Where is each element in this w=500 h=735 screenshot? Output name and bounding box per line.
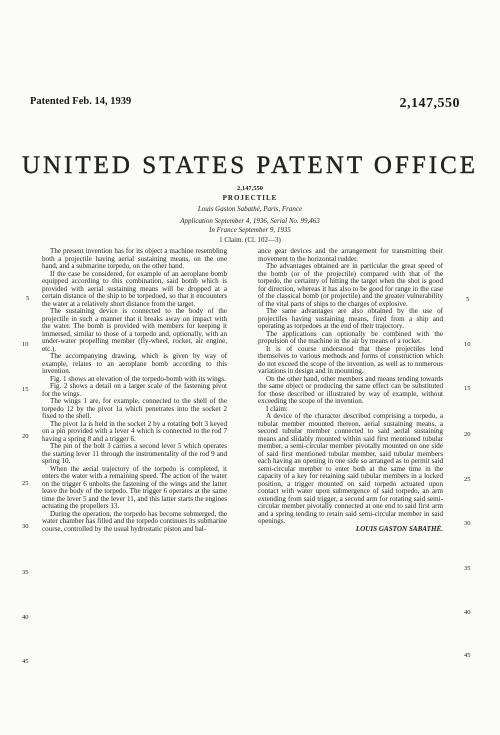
paragraph: The sustaining device is connected to the body of the projectile in such a manner that it breaks away on impact with the water. The bomb is provided with members for keeping it immersed, similar to those of a torpedo and, optionally, with an under-water propelling member (fly-wheel, rocket, air engine, etc.). — [42, 307, 227, 353]
line-number: 15 — [464, 385, 471, 392]
paragraph: The pivot 1a is held in the socket 2 by a rotating bolt 3 keyed on a pin provided with a lever 4 which is connected to the rod 7 having a spring 8 and a trigger 6. — [42, 419, 227, 443]
paragraph: When the aerial trajectory of the torpedo is completed, it enters the water with a remaining speed. The action of the water on the trigger 6 unbolts the fastening of the wings and the latter leave the body of the torpedo. The trigger 6 operates at the same time the lever 5 and the lever 11, and this latter starts the engines actuating the propellers 13. — [42, 464, 227, 510]
patent-number-header: 2,147,550 — [399, 96, 460, 111]
patent-title: PROJECTILE — [222, 194, 278, 202]
line-number: 15 — [22, 386, 29, 393]
line-number: 45 — [464, 652, 471, 659]
right-column — [258, 248, 443, 534]
paragraph: Fig. 1 shows an elevation of the torpedo-bomb with its wings. — [50, 374, 226, 383]
line-number: 40 — [464, 609, 471, 616]
paragraph: It is of course understood that these projectiles lend themselves to various methods and forms of construction which do not exceed the scope of the invention, as well as to numerous variations in design and in mounting. — [258, 344, 443, 375]
france-priority-line: In France September 9, 1935 — [209, 226, 291, 234]
line-number: 10 — [22, 341, 29, 348]
line-number: 25 — [22, 480, 29, 487]
inventor-signature: LOUIS GASTON SABATHÉ. — [355, 525, 443, 533]
line-number: 20 — [464, 431, 471, 438]
line-number: 30 — [22, 523, 29, 530]
paragraph: The same advantages are also obtained by the use of projectiles having sustaining means, fired from a ship and operating as torpedoes at the end of their trajectory. — [258, 307, 443, 330]
claim-heading: I claim: — [266, 404, 288, 413]
left-column — [42, 248, 227, 533]
line-number: 10 — [464, 341, 471, 348]
claim-text: A device of the character described comprising a torpedo, a tubular member mounted thereon, aerial sustaining means, a second tubular member connected to said aerial sustaining means and slidably mounted within said first mentioned tubular member, a semi-circular member pivotally mounted on one side of said first mentioned tubular member, said tubular members each having an opening in one side so arranged as to permit said semi-circular member to enter both at the same time in the capacity of a key for retaining said tubular members in a locked position, a trigger mounted on said torpedo actuated upon contact with water upon submergence of said torpedo, an arm extending from said trigger, a second arm for rotating said semi-circular member pivotally connected at one end to said first arm and a spring tending to retain said semi-circular member in said openings. — [258, 412, 443, 525]
paragraph: On the other hand, other members and means tending towards the same object or producing the same effect can be substituted for those described or illustrated by way of example, without exceeding the scope of the invention. — [258, 374, 443, 405]
line-number: 25 — [464, 476, 471, 483]
line-number: 5 — [466, 296, 470, 303]
paragraph: The pin of the bolt 3 carries a second lever 5 which operates the starting lever 11 through the instrumentality of the rod 9 and spring 10. — [42, 442, 227, 465]
paragraph: The wings 1 are, for example, connected to the shell of the torpedo 12 by the pivot 1a which penetrates into the socket 2 fixed to the shell. — [42, 397, 227, 420]
application-line: Application September 4, 1936, Serial No. 99,463 — [180, 217, 320, 225]
paragraph: If the case be considered, for example of an aeroplane bomb equipped according to this combination, said bomb which is provided with aerial sustaining means will be dropped at a certain distance of the ship to be torpedoed, so that it encounters the water at a relatively short distance from the target. — [42, 269, 227, 308]
line-number: 5 — [26, 295, 30, 302]
line-number: 30 — [464, 520, 471, 527]
office-heading: UNITED STATES PATENT OFFICE — [21, 152, 479, 179]
patented-date: Patented Feb. 14, 1939 — [30, 96, 132, 107]
line-number: 40 — [22, 614, 29, 621]
line-number: 35 — [464, 565, 471, 572]
paragraph: During the operation, the torpedo has become submerged, the water chamber has filled and the torpedo continues its submarine course, controlled by the usual hydrostatic piston and bal- — [42, 509, 227, 533]
line-number: 45 — [22, 658, 29, 665]
paragraph: The accompanying drawing, which is given by way of example, relates to an aeroplane bomb according to this invention. — [42, 352, 227, 375]
paragraph: The advantages obtained are in particular the great speed of the bomb (or of the projectile) compared with that of the torpedo, the certainty of hitting the target when the shot is good for direction, whereas it has also to be good for range in the case of the classical bomb (or projectile) and the greater vulnerability of the vital parts of ships to the charges of explosive. — [258, 262, 443, 308]
paragraph: The applications can optionally be combined with the propulsion of the machine in the air by means of a rocket. — [258, 329, 443, 345]
inventor-line: Louis Gaston Sabathé, Paris, France — [197, 205, 303, 213]
claim-count-line: 1 Claim. (Cl. 102—3) — [219, 236, 281, 244]
patent-number: 2,147,550 — [237, 185, 263, 192]
paragraph: ance gear devices and the arrangement for transmitting their movement to the horizontal rudder. — [258, 247, 443, 263]
line-number: 35 — [22, 569, 29, 576]
paragraph: Fig. 2 shows a detail on a larger scale of the fastening pivot for the wings. — [42, 382, 227, 398]
paragraph: The present invention has for its object a machine resembling both a projectile having aerial sustaining means, on the one hand, and a submarine torpedo, on the other hand. — [42, 247, 227, 270]
line-number: 20 — [22, 433, 29, 440]
